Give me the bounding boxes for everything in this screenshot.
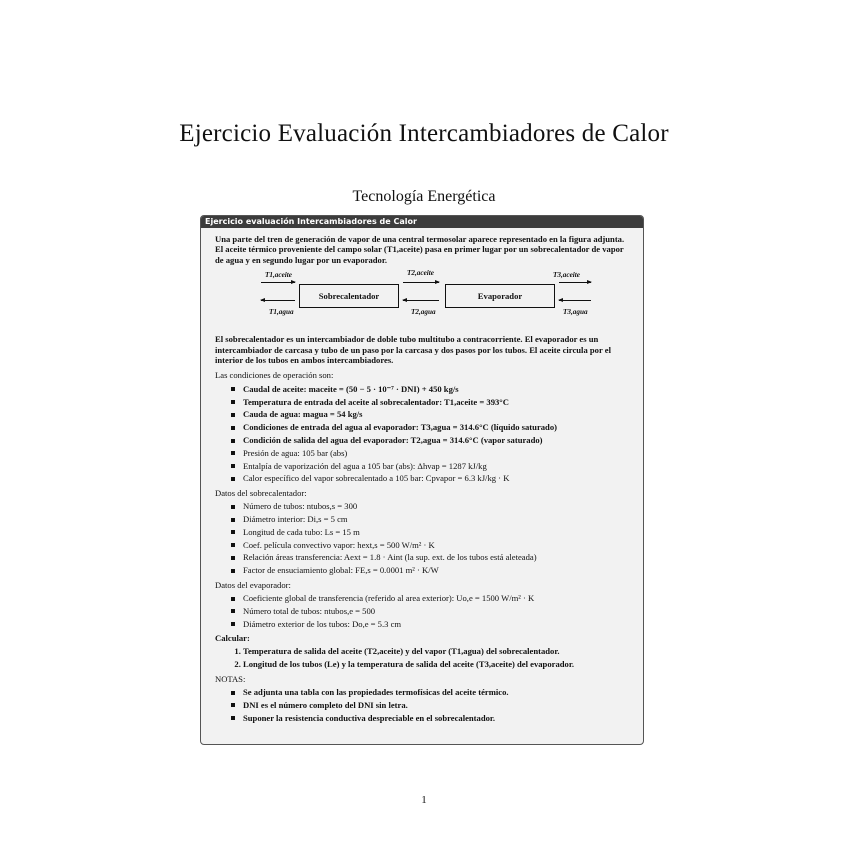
arrow-t1-aceite: [261, 282, 295, 283]
label-t2-agua: T2,agua: [411, 308, 436, 317]
list-item: Número de tubos: ntubos,s = 300: [243, 501, 631, 511]
list-item: Diámetro exterior de los tubos: Do,e = 5.3 cm: [243, 619, 631, 629]
arrow-t2-agua: [403, 300, 439, 301]
calcular-list: [215, 646, 631, 669]
list-item: Presión de agua: 105 bar (abs): [243, 448, 631, 458]
exercise-box: [200, 215, 644, 745]
list-item: Se adjunta una tabla con las propiedades termofísicas del aceite térmico.: [243, 687, 631, 697]
intro-text: Una parte del tren de generación de vapor de una central termosolar aparece representado en la figura adjunta. El aceite térmico proveniente del campo solar (T1,aceite) pasa en primer lugar por un sobrecalentador de vapor de agua y en segundo lugar por un evaporador.: [215, 234, 625, 265]
arrow-t1-agua: [261, 300, 295, 301]
list-item: Relación áreas transferencia: Aext = 1.8 · Aint (la sup. ext. de los tubos está aleteada): [243, 552, 631, 562]
sobrecalentador-box: Sobrecalentador: [299, 284, 399, 308]
list-item: Número total de tubos: ntubos,e = 500: [243, 606, 631, 616]
evaporador-heading: Datos del evaporador:: [215, 579, 291, 590]
page-number: 1: [421, 794, 427, 806]
list-item: Caudal de aceite: maceite = (50 − 5 · 10⁻⁷ · DNI) + 450 kg/s: [243, 384, 631, 394]
list-item: Suponer la resistencia conductiva despreciable en el sobrecalentador.: [243, 713, 631, 723]
page-subtitle: Tecnología Energética: [352, 188, 496, 205]
list-item: Temperatura de entrada del aceite al sobrecalentador: T1,aceite = 393°C: [243, 397, 631, 407]
description-text: El sobrecalentador es un intercambiador de doble tubo multitubo a contracorriente. El evaporador es un intercambiador de carcasa y tubo de un paso por la carcasa y dos pasos por los tubos. El aceite circula por el interior de los tubos en ambos intercambiadores.: [215, 334, 611, 366]
label-t2-aceite: T2,aceite: [407, 269, 434, 278]
list-item: Entalpía de vaporización del agua a 105 bar (abs): Δhvap = 1287 kJ/kg: [243, 461, 631, 471]
list-item: Calor específico del vapor sobrecalentado a 105 bar: Cpvapor = 6.3 kJ/kg · K: [243, 473, 631, 483]
page-title: Ejercicio Evaluación Intercambiadores de Calor: [179, 120, 669, 147]
list-item: Cauda de agua: magua = 54 kg/s: [243, 409, 631, 419]
list-item: Coef. película convectivo vapor: hext,s = 500 W/m² · K: [243, 540, 631, 550]
list-item: Condición de salida del agua del evaporador: T2,agua = 314.6°C (vapor saturado): [243, 435, 631, 445]
label-t3-aceite: T3,aceite: [553, 271, 580, 280]
sobrecalentador-list: [215, 501, 631, 575]
arrow-t3-agua: [559, 300, 591, 301]
evaporador-list: [215, 593, 631, 629]
sobrecalentador-heading: Datos del sobrecalentador:: [215, 487, 307, 498]
notas-list: [215, 687, 631, 723]
list-item: Factor de ensuciamiento global: FE,s = 0.0001 m² · K/W: [243, 565, 631, 575]
conditions-list: [215, 384, 631, 484]
conditions-heading: Las condiciones de operación son:: [215, 370, 334, 381]
list-item: 1. Temperatura de salida del aceite (T2,aceite) y del vapor (T1,agua) del sobrecalentador.: [243, 646, 631, 656]
notas-heading: NOTAS:: [215, 673, 246, 684]
list-item: Condiciones de entrada del agua al evaporador: T3,agua = 314.6°C (líquido saturado): [243, 422, 631, 432]
list-item: Coeficiente global de transferencia (referido al area exterior): Uo,e = 1500 W/m² · K: [243, 593, 631, 603]
calcular-heading: Calcular:: [215, 633, 250, 644]
list-item: Diámetro interior: Di,s = 5 cm: [243, 514, 631, 524]
arrow-t3-aceite: [559, 282, 591, 283]
arrow-t2-aceite: [403, 282, 439, 283]
list-item: Longitud de cada tubo: Ls = 15 m: [243, 527, 631, 537]
flow-diagram: [215, 270, 631, 330]
label-t1-aceite: T1,aceite: [265, 271, 292, 280]
label-t1-agua: T1,agua: [269, 308, 294, 317]
list-item: DNI es el número completo del DNI sin letra.: [243, 700, 631, 710]
label-t3-agua: T3,agua: [563, 308, 588, 317]
evaporador-box: Evaporador: [445, 284, 555, 308]
box-header: Ejercicio evaluación Intercambiadores de Calor: [201, 216, 643, 228]
list-item: 2. Longitud de los tubos (Le) y la temperatura de salida del aceite (T3,aceite) del evaporador.: [243, 659, 631, 669]
